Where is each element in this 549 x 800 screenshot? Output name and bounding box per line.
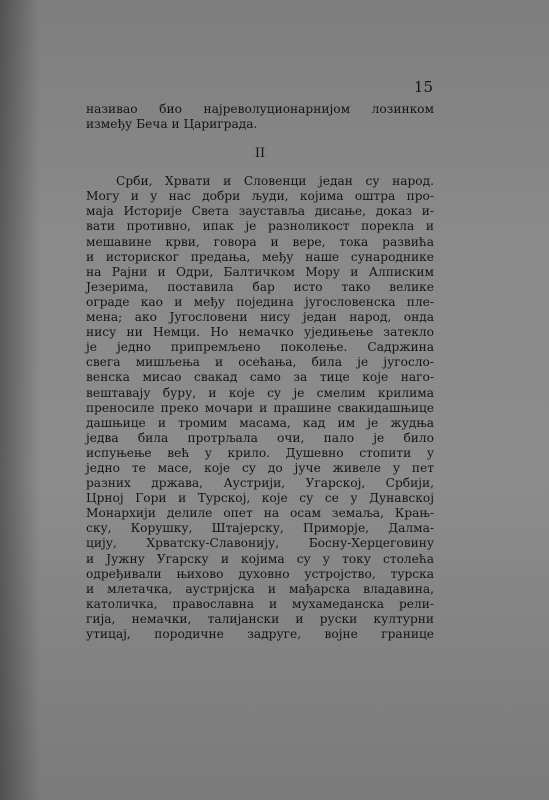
body-line: дашњице и тромим масама, кад им је жудња [86, 415, 434, 430]
body-line: Монархији делиле опет на осам земаља, Крањ- [86, 506, 434, 521]
body-line: утицај, породичне задруге, војне границе [86, 627, 434, 641]
body-line: Језерима, поставила бар исто тако велике [86, 279, 434, 294]
body-line: вештавају буру, и које су је смелим крилима [86, 385, 434, 400]
body-line: Црној Гори и Турској, које су се у Дунавској [86, 491, 434, 506]
body-line: и историског предања, међу наше сународнике [86, 249, 434, 264]
body-line: преносиле преко мочари и прашине свакидашњице [86, 400, 434, 415]
body-line: мешавине крви, говора и вере, тока развића [86, 234, 434, 249]
body-line: Могу и у нас добри људи, којима оштра про- [86, 189, 434, 204]
body-line: гија, немачки, талијански и руски културни [86, 611, 434, 626]
body-line: и Јужну Угарску и којима су у току столећа [86, 551, 434, 566]
intro-line: између Беча и Цариграда. [86, 117, 258, 132]
body-line: свега мишљења и осећања, била је југосло- [86, 355, 434, 370]
body-line: Срби, Хрвати и Словенци један су народ. [116, 174, 434, 189]
body-line: нису ни Немци. Но немачко уједињење затекло [86, 325, 434, 340]
body-line: венска мисао свакад само за тице које наго- [86, 370, 434, 385]
body-line: разних држава, Аустрији, Угарској, Србији, [86, 476, 434, 491]
body-line: мена; ако Југословени нису један народ, онда [86, 310, 434, 325]
body-line: одређивали њихово духовно устројство, турска [86, 566, 434, 581]
body-line: католичка, православна и мухамеданска рели- [86, 596, 434, 611]
body-line: једно те масе, које су до јуче живеле у пет [86, 460, 434, 475]
page-number: 15 [413, 78, 433, 96]
body-line: и млетачка, аустријска и мађарска владавина, [86, 581, 434, 596]
body-line: ограде као и међу поједина југословенска пле- [86, 294, 434, 309]
intro-line: називао био најреволуционарнијом лозинком [86, 102, 434, 116]
section-heading: II [254, 146, 266, 162]
body-line: цију, Хрватску-Славонију, Босну-Херцеговину [86, 536, 434, 551]
body-line: на Рајни и Одри, Балтичком Мору и Алписким [86, 264, 434, 279]
body-line: испуњење већ у крило. Душевно стопити у [86, 445, 434, 460]
body-line: једва била протрљала очи, пало је било [86, 430, 434, 445]
body-line: је једно припремљено поколење. Садржина [86, 340, 434, 355]
body-line: маја Историје Света зауставља дисање, доказ и- [86, 204, 434, 219]
body-line: ску, Корушку, Штајерску, Приморје, Далма- [86, 521, 434, 536]
page-text [86, 102, 434, 642]
body-line: вати противно, ипак је разноликост порекла и [86, 219, 434, 234]
